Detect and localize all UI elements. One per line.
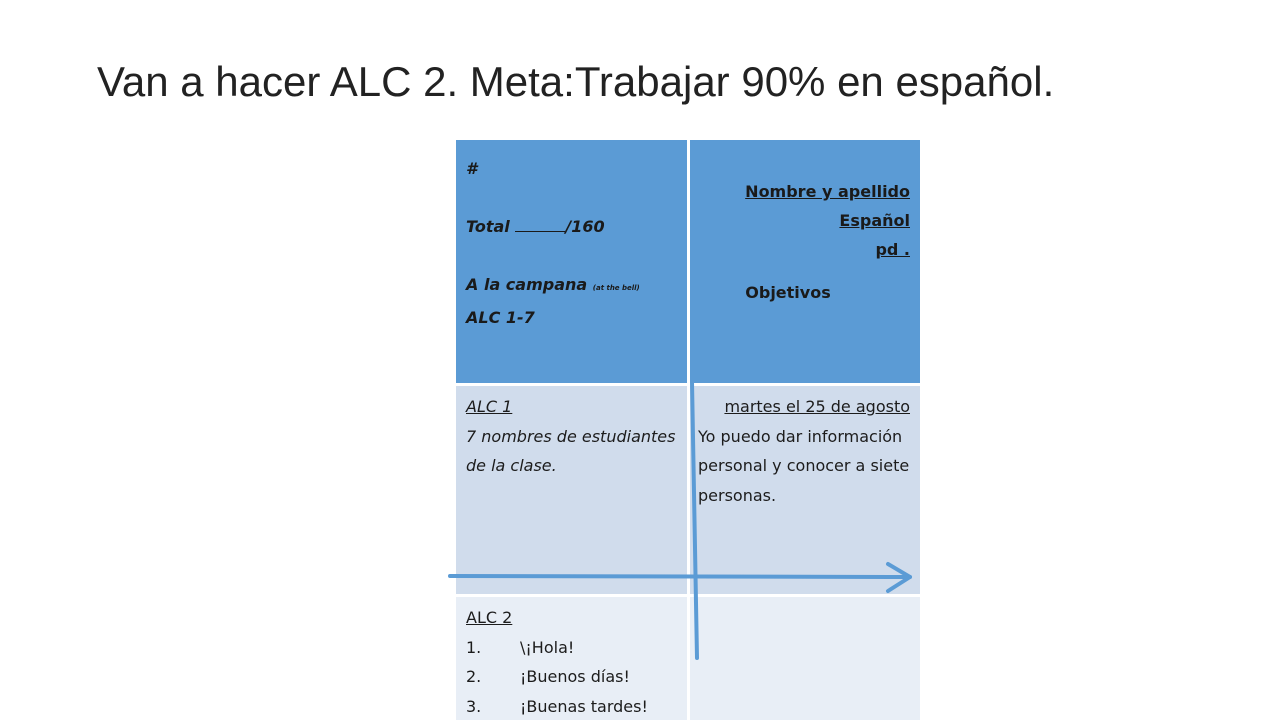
alc1-body: 7 nombres de estudiantes de la clase. (466, 422, 677, 481)
alc1-left-cell (456, 386, 687, 594)
alc2-right-cell (690, 597, 920, 720)
slide-title: Van a hacer ALC 2. Meta:Trabajar 90% en español. (97, 58, 1077, 106)
alc1-date: martes el 25 de agosto (698, 392, 910, 422)
total-blank (515, 217, 565, 232)
list-item: 3. ¡Buenas tardes! (466, 692, 677, 721)
header-right-cell (690, 140, 920, 383)
alc-range: ALC 1-7 (466, 303, 677, 332)
total-line: Total /160 (466, 212, 677, 241)
period-field-label: pd . (696, 235, 910, 264)
alc2-title: ALC 2 (466, 603, 677, 633)
alc1-objective: Yo puedo dar información personal y conocer a siete personas. (698, 422, 910, 511)
objectives-label: Objetivos (696, 278, 910, 307)
hash-label: # (466, 154, 677, 183)
class-field-label: Español (696, 206, 910, 235)
alc2-list (466, 633, 677, 721)
alc1-right-cell (690, 386, 920, 594)
list-item: 1. \¡Hola! (466, 633, 677, 663)
campana-line: A la campana (at the bell) (466, 270, 677, 303)
list-item: 2. ¡Buenos días! (466, 662, 677, 692)
alc1-title: ALC 1 (466, 392, 677, 422)
header-left-cell (456, 140, 687, 383)
notes-table (456, 140, 920, 720)
name-field-label: Nombre y apellido (696, 177, 910, 206)
campana-note: (at the bell) (593, 284, 640, 292)
alc2-left-cell (456, 597, 687, 720)
